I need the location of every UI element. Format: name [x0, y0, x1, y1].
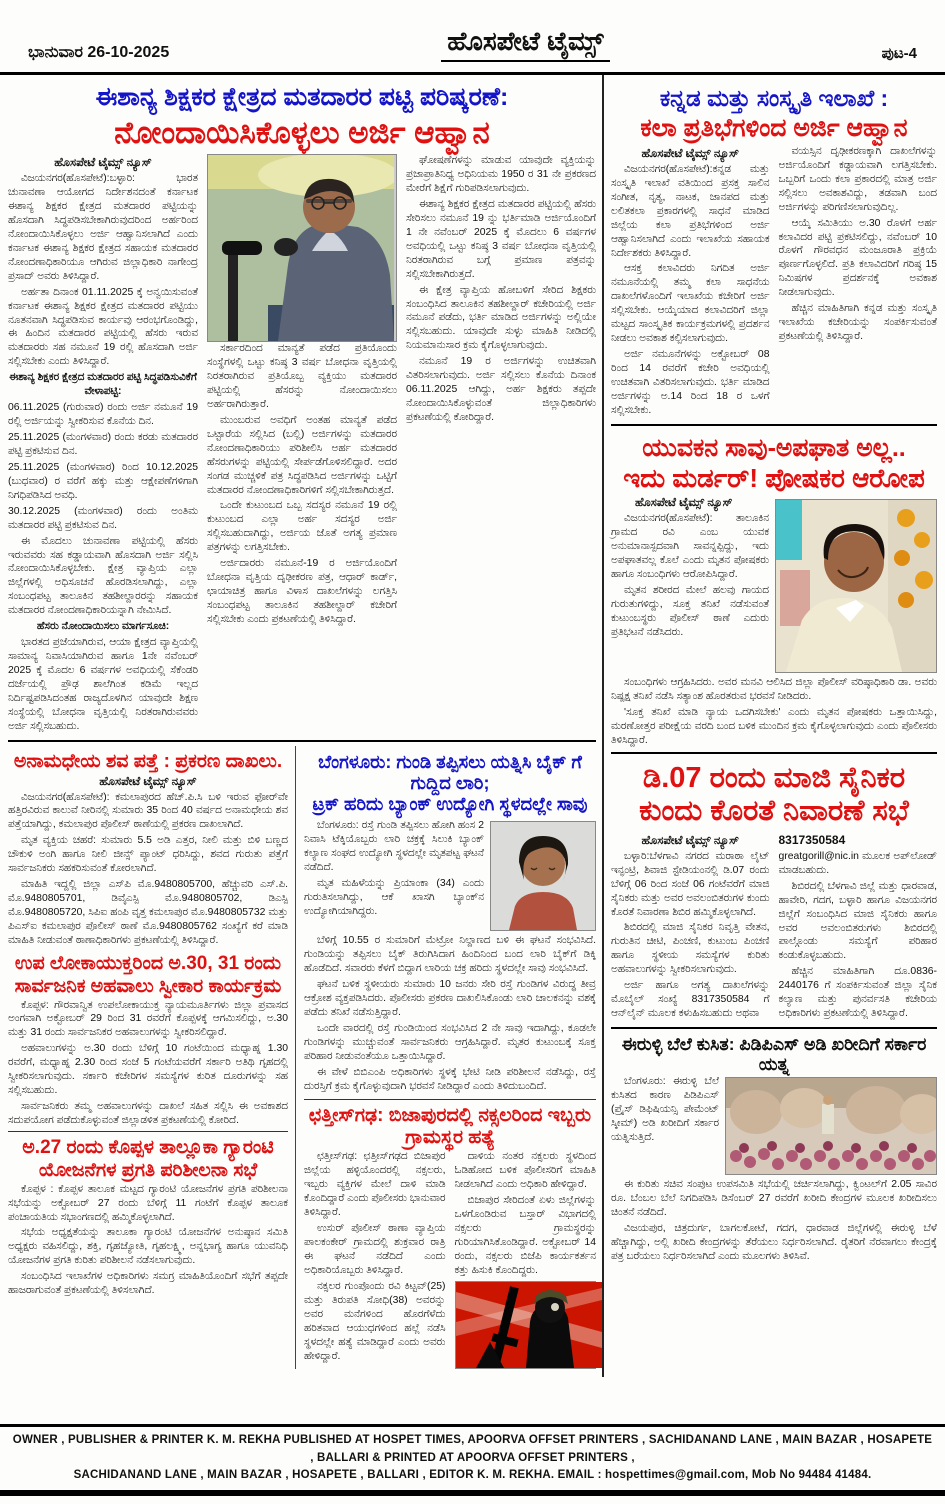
paragraph: ಒಂದೇ ಕುಟುಂಬದ ಒಬ್ಬ ಸದಸ್ಯರ ನಮೂನೆ 19 ರಲ್ಲಿ ಕುಟುಂಬದ ಎಲ್ಲಾ ಅರ್ಹ ಸದಸ್ಯರ ಅರ್ಜಿ ಸಲ್ಲಿಸಬಹುದಾಗಿದ್ದು, ಅರ್ಜಿಯ ಜೊತೆ ಅಗತ್ಯ ಪ್ರಮಾಣ ಪತ್ರಗಳನ್ನು ಲಗತ್ತಿಸಬೇಕು. [207, 500, 397, 554]
paragraph: ಬೆಂಗಳೂರು: ರಸ್ತೆ ಗುಂಡಿ ತಪ್ಪಿಸಲು ಹೋಗಿ ಹಂಸ 2 ನಿವಾಸಿ ಟೆಕ್ಕಿಯೊಬ್ಬರು ಲಾರಿ ಚಕ್ರಕ್ಕೆ ಸಿಲುಕಿ ಬ್ಯಾಂಕ್ ಕಲ್ಯಾಣ ಸಂಘದ ಉದ್ಯೋಗಿ ಸ್ಥಳದಲ್ಲೇ ಮೃತಪಟ್ಟ ಘಟನೆ ನಡೆದಿದೆ. [304, 820, 484, 874]
article-anonymous-corpse [8, 751, 288, 948]
paragraph: ವಿಜಯನಗರ(ಹೊಸಪೇಟೆ):ಕನ್ನಡ ಮತ್ತು ಸಂಸ್ಕೃತಿ ಇಲಾಖೆ ವತಿಯಿಂದ ಪ್ರಸಕ್ತ ಸಾಲಿನ ಸಂಗೀತ, ನೃತ್ಯ, ನಾಟಕ, ಜಾನಪದ ಮತ್ತು ಲಲಿತಕಲಾ ಪ್ರಕಾರಗಳಲ್ಲಿ ಸಾಧನೆ ಮಾಡಿದ ಜಿಲ್ಲೆಯ ಕಲಾ ಪ್ರತಿಭೆಗಳಿಂದ ಅರ್ಜಿ ಆಹ್ವಾನಿಸಲಾಗಿದೆ ಎಂದು ಇಲಾಖೆಯ ಸಹಾಯಕ ನಿರ್ದೇಶಕರು ತಿಳಿಸಿದ್ದಾರೆ. [611, 163, 770, 259]
naxal-col2 [455, 1150, 597, 1368]
paragraph: ಈ ಕ್ಷೇತ್ರ ವ್ಯಾಪ್ತಿಯ ಹೋಬಳಿಗೆ ಸೇರಿದ ಶಿಕ್ಷಕರು ಸಂಬಂಧಿಸಿದ ತಾಲೂಕಿನ ತಹಶೀಲ್ದಾರ್ ಕಚೇರಿಯಲ್ಲಿ ಅರ್ಜಿ ನಮೂನೆ ಪಡೆದು, ಭರ್ತಿ ಮಾಡಿದ ಅರ್ಜಿಗಳನ್ನು ಅಲ್ಲಿಯೇ ಸಲ್ಲಿಸಬಹುದು. ಯಾವುದೇ ಸುಳ್ಳು ಮಾಹಿತಿ ನೀಡಿದಲ್ಲಿ ನಿಯಮಾನುಸಾರ ಕ್ರಮ ಕೈಗೊಳ್ಳಲಾಗುವುದು. [406, 284, 596, 352]
paragraph: 25.11.2025 (ಮಂಗಳವಾರ) ರಿಂದ 10.12.2025 (ಬುಧವಾರ) ರ ವರೆಗೆ ಹಕ್ಕು ಮತ್ತು ಆಕ್ಷೇಪಣೆಗಳಿಗಾಗಿ ನಿಗಧಿಪಡಿಸಿದ ಅವಧಿ. [8, 461, 198, 501]
culture-col2 [779, 145, 938, 420]
article-onion-price [611, 1034, 937, 1266]
paragraph: ವಿಜಯನಗರ(ಹೊಸಪೇಟೆ): ಕಮಲಾಪುರದ ಹೆಚ್.ಪಿ.ಸಿ ಬಳಿ ಇರುವ ಫೋರ್‌ವೇ ಹತ್ತಿರವಿರುವ ಕಾಲುವೆ ನೀರಿನಲ್ಲಿ ಸುಮಾರು 35 ರಿಂದ 40 ವರ್ಷದ ಅನಾಮಧೇಯ ಶವ ಪತ್ತೆಯಾಗಿದ್ದು, ಕಮಲಾಪುರ ಪೊಲೀಸ್ ಠಾಣೆಯಲ್ಲಿ ಪ್ರಕರಣ ದಾಖಲಾಗಿದೆ. [8, 791, 288, 831]
lorry-rest-text [304, 934, 596, 1095]
paragraph: ಮೃತ ವ್ಯಕ್ತಿಯ ಚಹರೆ: ಸುಮಾರು 5.5 ಅಡಿ ಎತ್ತರ, ನೀಲಿ ಮತ್ತು ಬಿಳಿ ಬಣ್ಣದ ಚೌಕುಳಿ ಅಂಗಿ ಹಾಗೂ ನೀಲಿ ಜೀನ್ಸ್ ಪ್ಯಾಂಟ್ ಧರಿಸಿದ್ದು, ಶವದ ಗುರುತು ಪತ್ತೆಗೆ ಸಾರ್ವಜನಿಕರು ಸಹಕರಿಸುವಂತೆ ಕೋರಲಾಗಿದೆ. [8, 835, 288, 875]
paragraph: ಮೃತ ಮಹಿಳೆಯನ್ನು ಪ್ರಿಯಾಂಕಾ (34) ಎಂದು ಗುರುತಿಸಲಾಗಿದ್ದು, ಆಕೆ ಖಾಸಗಿ ಬ್ಯಾಂಕ್‌ನ ಉದ್ಯೋಗಿಯಾಗಿದ್ದರು. [304, 878, 484, 918]
paragraph: ಮೃತನ ಶರೀರದ ಮೇಲೆ ಹಲವು ಗಾಯದ ಗುರುತುಗಳಿದ್ದು, ಸೂಕ್ತ ತನಿಖೆ ನಡೆಸುವಂತೆ ಕುಟುಂಬಸ್ಥರು ಪೊಲೀಸ್ ಠಾಣೆ ಎದುರು ಪ್ರತಿಭಟನೆ ನಡೆಸಿದರು. [611, 585, 769, 638]
exservicemen-col1-text [611, 850, 770, 1021]
photo-victim-woman [490, 821, 596, 931]
lorry-headline-2: ಟ್ರಕ್ ಹರಿದು ಬ್ಯಾಂಕ್ ಉದ್ಯೋಗಿ ಸ್ಥಳದಲ್ಲೇ ಸಾವು [312, 794, 588, 815]
paragraph: ವಿಜಯನಗರ(ಹೊಸಪೇಟೆ):ಬಳ್ಳಾರಿ: ಭಾರತ ಚುನಾವಣಾ ಆಯೋಗದ ನಿರ್ದೇಶನದಂತೆ ಕರ್ನಾಟಕ ಈಶಾನ್ಯ ಶಿಕ್ಷಕರ ಕ್ಷೇತ್ರದ ಮತದಾರರ ಪಟ್ಟಿಯನ್ನು ಹೊಸದಾಗಿ ಸಿದ್ಧಪಡಿಸಬೇಕಾಗಿರುವುದರಿಂದ ಅರ್ಹರಿಂದ ನೋಂದಾಯಿಸಿಕೊಳ್ಳಲು ಅರ್ಜಿ ಆಹ್ವಾನಿಸಲಾಗಿದೆ ಎಂದು ಕರ್ನಾಟಕ ಈಶಾನ್ಯ ಶಿಕ್ಷಕರ ಕ್ಷೇತ್ರದ ಸಹಾಯಕ ಮತದಾರರ ನೋಂದಣಾಧಿಕಾರಿಯೂ ಆಗಿರುವ ಜಿಲ್ಲಾಧಿಕಾರಿ ನಾಗೇಂದ್ರ ಪ್ರಸಾದ್ ಅವರು ತಿಳಿಸಿದ್ದಾರೆ. [8, 173, 198, 282]
onion-body [611, 1075, 937, 1266]
exservicemen-col2 [779, 832, 938, 1023]
paragraph: ಅರ್ಜಿ ಹಾಗೂ ಅಗತ್ಯ ದಾಖಲೆಗಳನ್ನು ಮೊಬೈಲ್ ಸಂಖ್ಯೆ 8317350584 ಗೆ ಆನ್‌ಲೈನ್ ಮೂಲಕ ಕಳುಹಿಸಬಹುದು ಅಥವಾ [611, 980, 770, 1020]
paragraph: ಮುಂಬರುವ ಅವಧಿಗೆ ಅಂತಹ ಮಾನ್ಯತೆ ಪಡೆದ ಒಟ್ಟಾರೆಯ ಸಲ್ಲಿಸಿದ (ಬಲ್ಲಿ) ಅರ್ಜಿಗಳನ್ನು ಮತದಾರರ ನೋಂದಣಾಧಿಕಾರಿಯು ಪರಿಶೀಲಿಸಿ ಅರ್ಹ ಮತದಾರರ ಹೆಸರುಗಳನ್ನು ಪಟ್ಟಿಯಲ್ಲಿ ಸೇರ್ಪಡೆಗೊಳಿಸಲಿದ್ದಾರೆ. ಅದರ ಸಂಗಡ ಮುಚ್ಚಳಿಕೆ ಪತ್ರ ಸಿದ್ಧಪಡಿಸಿದ ಅರ್ಜಿಗಳನ್ನು ಒಟ್ಟಿಗೆ ಮತದಾರರ ನೋಂದಣಾಧಿಕಾರಿಗಳಿಗೆ ಸಲ್ಲಿಸಬೇಕಾಗಿರುತ್ತದೆ. [207, 414, 397, 496]
paragraph: ಆಯ್ಕೆ ಸಮಿತಿಯು ಅ.30 ರೊಳಗೆ ಅರ್ಹ ಕಲಾವಿದರ ಪಟ್ಟಿ ಪ್ರಕಟಿಸಲಿದ್ದು, ನವೆಂಬರ್ 10 ರೊಳಗೆ ಗೌರವಧನ ಮಂಜೂರಾತಿ ಪ್ರಕ್ರಿಯೆ ಪೂರ್ಣಗೊಳ್ಳಲಿದೆ. ಪ್ರತಿ ಕಲಾವಿದರಿಗೆ ಗರಿಷ್ಠ 15 ನಿಮಿಷಗಳ ಪ್ರದರ್ಶನಕ್ಕೆ ಅವಕಾಶ ನೀಡಲಾಗುವುದು. [778, 217, 937, 299]
imprint-line-1: OWNER , PUBLISHER & PRINTER K. M. REKHA PUBLISHED AT HOSPET TIMES, APOORVA OFFSET PRINTERS , SACHIDANAND LANE , MAIN BAZAR , HOSAPETE , BALLARI & PRINTED AT APOORVA OFFSET PRINTERS , [12, 1434, 933, 1464]
paragraph: greatgorill@nic.in ಮೂಲಕ ಅಪ್‌ಲೋಡ್ ಮಾಡಬಹುದು. [778, 850, 937, 876]
voters-column-3 [406, 154, 596, 736]
voters-col2-text [207, 342, 397, 627]
section-divider [611, 1027, 937, 1029]
paragraph: 'ಸೂಕ್ತ ತನಿಖೆ ಮಾಡಿ ನ್ಯಾಯ ಒದಗಿಸಬೇಕು' ಎಂದು ಮೃತನ ಪೋಷಕರು ಒತ್ತಾಯಿಸಿದ್ದು, ಮರಣೋತ್ತರ ಪರೀಕ್ಷೆಯ ವರದಿ ಬಂದ ಬಳಿಕ ಮುಂದಿನ ಕ್ರಮ ಕೈಗೊಳ್ಳಲಾಗುವುದು ಎಂದು ಪೊಲೀಸರು ತಿಳಿಸಿದ್ದಾರೆ. [611, 707, 937, 747]
article-culture-dept [611, 85, 937, 420]
section-divider [611, 752, 937, 754]
photo-naxal-illustration [455, 1281, 597, 1369]
onion-rest-text [611, 1178, 937, 1266]
paragraph: ಸಂಬಂಧಿಸಿದ ಇಲಾಖೆಗಳ ಅಧಿಕಾರಿಗಳು ಸಮಗ್ರ ಮಾಹಿತಿಯೊಂದಿಗೆ ಸಭೆಗೆ ತಪ್ಪದೇ ಹಾಜರಾಗುವಂತೆ ಪ್ರಕಟಣೆಯಲ್ಲಿ ತಿಳಿಸಲಾಗಿದೆ. [8, 1271, 288, 1297]
main-content [0, 75, 945, 1377]
paragraph: 25.11.2025 (ಮಂಗಳವಾರ) ರಂದು ಕರಡು ಮತದಾರರ ಪಟ್ಟಿ ಪ್ರಕಟಿಸುವ ದಿನ. [8, 432, 198, 457]
exservicemen-col1 [611, 832, 770, 1023]
paragraph: ಬೆಳಿಗ್ಗೆ 10.55 ರ ಸುಮಾರಿಗೆ ಮೆಟ್ರೋ ನಿಲ್ದಾಣದ ಬಳಿ ಈ ಘಟನೆ ಸಂಭವಿಸಿದೆ. ಗುಂಡಿಯನ್ನು ತಪ್ಪಿಸಲು ಬೈಕ್ ತಿರುಗಿಸಿದಾಗ ಹಿಂದಿನಿಂದ ಬಂದ ಲಾರಿ ಬೈಕ್‌ಗೆ ಡಿಕ್ಕಿ ಹೊಡೆದಿದೆ. ಸವಾರರು ಕೆಳಗೆ ಬಿದ್ದಾಗ ಲಾರಿಯ ಚಕ್ರ ಹರಿದು ಸ್ಥಳದಲ್ಲೇ ಸಾವು ಸಂಭವಿಸಿದೆ. [304, 935, 596, 975]
paragraph: ವಿಜಯನಗರ(ಹೊಸಪೇಟೆ): ತಾಲೂಕಿನ ಗ್ರಾಮದ ರವಿ ಎಂಬ ಯುವಕ ಅನುಮಾನಾಸ್ಪದವಾಗಿ ಸಾವನ್ನಪ್ಪಿದ್ದು, ಇದು ಅಪಘಾತವಲ್ಲ ಕೊಲೆ ಎಂದು ಮೃತನ ಪೋಷಕರು ಹಾಗೂ ಸಂಬಂಧಿಗಳು ಆರೋಪಿಸಿದ್ದಾರೆ. [611, 513, 769, 581]
paragraph: ಶಿಬಿರದಲ್ಲಿ ಮಾಜಿ ಸೈನಿಕರ ನಿವೃತ್ತಿ ವೇತನ, ಗುರುತಿನ ಚೀಟಿ, ಪಿಂಚಣಿ, ಕುಟುಂಬ ಪಿಂಚಣಿ ಹಾಗೂ ಸ್ಥಳೀಯ ಸಮಸ್ಯೆಗಳ ಕುರಿತು ಅಹವಾಲುಗಳನ್ನು ಸ್ವೀಕರಿಸಲಾಗುವುದು. [611, 922, 770, 976]
paragraph: ದಾಳಿಯ ನಂತರ ನಕ್ಸಲರು ಸ್ಥಳದಿಂದ ಓಡಿಹೋದ ಬಳಿಕ ಪೊಲೀಸರಿಗೆ ಮಾಹಿತಿ ನೀಡಲಾಗಿದೆ ಎಂದು ಅಧಿಕಾರಿ ಹೇಳಿದ್ದಾರೆ. [454, 1151, 596, 1191]
culture-headline-1: ಕನ್ನಡ ಮತ್ತು ಸಂಸ್ಕೃತಿ ಇಲಾಖೆ : [659, 85, 889, 111]
paragraph: ಈ ಮೊದಲು ಚುನಾವಣಾ ಪಟ್ಟಿಯಲ್ಲಿ ಹೆಸರು ಇರುವವರು ಸಹ ಕಡ್ಡಾಯವಾಗಿ ಹೊಸದಾಗಿ ಅರ್ಜಿ ಸಲ್ಲಿಸಿ ನೋಂದಾಯಿಸಿಕೊಳ್ಳಬೇಕು. ಕ್ಷೇತ್ರ ವ್ಯಾಪ್ತಿಯ ಎಲ್ಲಾ ಜಿಲ್ಲೆಗಳಲ್ಲಿ ಅಧಿಸೂಚನೆ ಹೊರಡಿಸಲಾಗಿದ್ದು, ಎಲ್ಲಾ ಸಂಬಂಧಪಟ್ಟ ತಾಲೂಕಿನ ತಹಶೀಲ್ದಾರರನ್ನು ಸಹಾಯಕ ಮತದಾರರ ನೋಂದಣಾಧಿಕಾರಿಯನ್ನಾಗಿ ನೇಮಿಸಿದೆ. [8, 535, 198, 617]
photo-onion-market [725, 1077, 937, 1175]
paragraph: ಬಳ್ಳಾರಿ:ಬೆಳಗಾವಿ ನಗರದ ಮರಾಠಾ ಲೈಟ್ ಇನ್ಫಂಟ್ರಿ, ಶಿವಾಜಿ ಸ್ಟೇಡಿಯಂನಲ್ಲಿ ಡಿ.07 ರಂದು ಬೆಳಿಗ್ಗೆ 06 ರಿಂದ ಸಂಜೆ 06 ಗಂಟೆವರೆಗೆ ಮಾಜಿ ಸೈನಿಕರು ಮತ್ತು ಅವರ ಅವಲಂಬಿತರುಗಳ ಕುಂದು ಕೊರತೆ ನಿವಾರಣಾ ಶಿಬಿರ ಹಮ್ಮಿಕೊಳ್ಳಲಾಗಿದೆ. [611, 850, 770, 918]
paragraph: ಭಾರತದ ಪ್ರಜೆಯಾಗಿರುವ, ಆಯಾ ಕ್ಷೇತ್ರದ ವ್ಯಾಪ್ತಿಯಲ್ಲಿ ಸಾಮಾನ್ಯ ನಿವಾಸಿಯಾಗಿರುವ ಹಾಗೂ 1ನೇ ನವೆಂಬರ್ 2025 ಕ್ಕೆ ಮೊದಲ 6 ವರ್ಷಗಳ ಅವಧಿಯಲ್ಲಿ ಸೆಕೆಂಡರಿ ದರ್ಜೆಯಲ್ಲಿ ಪ್ರೌಢ ಶಾಲೆಗಿಂತ ಕಡಿಮೆ ಇಲ್ಲದ ನಿರ್ದಿಷ್ಟಪಡಿಸಿದಂತಹ ರಾಜ್ಯದೊಳಗಿನ ಯಾವುದೇ ಶಿಕ್ಷಣ ಸಂಸ್ಥೆಯಲ್ಲಿ ಬೋಧನಾ ವೃತ್ತಿಯಲ್ಲಿ ನಿರತರಾಗಿರುವವರು ಅರ್ಜಿ ಸಲ್ಲಿಸಬಹುದು. [8, 637, 198, 732]
paragraph: ಈ ಕುರಿತು ಸಚಿವ ಸಂಪುಟ ಉಪಸಮಿತಿ ಸಭೆಯಲ್ಲಿ ಚರ್ಚಿಸಲಾಗಿದ್ದು, ಕ್ವಿಂಟಲ್‌ಗೆ 2.05 ಸಾವಿರ ರೂ. ಬೆಂಬಲ ಬೆಲೆ ನಿಗದಿಪಡಿಸಿ ಡಿಸೆಂಬರ್ 27 ರವರೆಗೆ ಖರೀದಿ ಕೇಂದ್ರಗಳ ಮೂಲಕ ಖರೀದಿಸಲು ಚಿಂತನೆ ನಡೆದಿದೆ. [611, 1179, 937, 1219]
article-koppal-meeting [8, 1137, 288, 1298]
article-lokayukta [8, 953, 288, 1128]
article-body-columns [8, 154, 596, 736]
section-divider [611, 424, 937, 426]
photo-deceased-youth [775, 499, 937, 673]
murder-body [611, 497, 937, 748]
article-exservicemen-camp [611, 762, 937, 1023]
article-divider [304, 1099, 596, 1100]
koppal-headline-1: ಅ.27 ರಂದು ಕೊಪ್ಪಳ ತಾಲ್ಲೂಕಾ ಗ್ಯಾರಂಟಿ [22, 1136, 274, 1158]
paragraph: 06.11.2025 (ಗುರುವಾರ) ರಂದು ಅರ್ಜಿ ನಮೂನೆ 19 ರಲ್ಲಿ ಅರ್ಜಿಯನ್ನು ಸ್ವೀಕರಿಸುವ ಕೊನೆಯ ದಿನ. [8, 402, 198, 428]
koppal-text [8, 1183, 288, 1299]
exservicemen-headline-1: ಡಿ.07 ರಂದು ಮಾಜಿ ಸೈನಿಕರ [642, 762, 906, 795]
byline: ಹೊಸಪೇಟೆ ಟೈಮ್ಸ್ ನ್ಯೂಸ್ [641, 834, 739, 847]
paragraph: ಈಶಾನ್ಯ ಶಿಕ್ಷಕರ ಕ್ಷೇತ್ರದ ಮತದಾರರ ಪಟ್ಟಿ ಸಿದ್ಧಪಡಿಸುವಿಕೆಗೆ ವೇಳಾಪಟ್ಟಿ: [9, 372, 197, 398]
paragraph: ಕೊಪ್ಪಳ : ಕೊಪ್ಪಳ ತಾಲೂಕ ಮಟ್ಟದ ಗ್ಯಾರಂಟಿ ಯೋಜನೆಗಳ ಪ್ರಗತಿ ಪರಿಶೀಲನಾ ಸಭೆಯನ್ನು ಅಕ್ಟೋಬರ್ 27 ರಂದು ಬೆಳಿಗ್ಗೆ 11 ಗಂಟೆಗೆ ಕೊಪ್ಪಳ ತಾಲೂಕ ಪಂಚಾಯತಿಯ ಸಭಾಂಗಣದಲ್ಲಿ ಹಮ್ಮಿಕೊಳ್ಳಲಾಗಿದೆ. [8, 1183, 288, 1223]
paragraph: ಒಂದೇ ವಾರದಲ್ಲಿ ರಸ್ತೆ ಗುಂಡಿಯಿಂದ ಸಂಭವಿಸಿದ 2 ನೇ ಸಾವು ಇದಾಗಿದ್ದು, ಕೂಡಲೇ ಗುಂಡಿಗಳನ್ನು ಮುಚ್ಚುವಂತೆ ಸಾರ್ವಜನಿಕರು ಆಗ್ರಹಿಸಿದ್ದಾರೆ. ಮೃತರ ಕುಟುಂಬಕ್ಕೆ ಸೂಕ್ತ ಪರಿಹಾರ ನೀಡುವಂತೆಯೂ ಒತ್ತಾಯಿಸಿದ್ದಾರೆ. [304, 1023, 596, 1062]
photo-official-speaking [207, 154, 397, 342]
murder-headline-2: ಇದು ಮರ್ಡರ್! ಪೋಷಕರ ಆರೋಪ [623, 462, 925, 493]
imprint-footer [0, 1424, 945, 1496]
lorry-rest-columns [304, 934, 596, 1095]
paragraph: ಛತ್ತೀಸ್‌ಗಢ: ಛತ್ತೀಸ್‌ಗಢದ ಬಿಜಾಪುರ ಜಿಲ್ಲೆಯ ಹಳ್ಳಿಯೊಂದರಲ್ಲಿ ನಕ್ಸಲರು, ಇಬ್ಬರು ವ್ಯಕ್ತಿಗಳ ಮೇಲೆ ದಾಳಿ ಮಾಡಿ ಕೊಂದಿದ್ದಾರೆ ಎಂದು ಪೊಲೀಸರು ಭಾನುವಾರ ತಿಳಿಸಿದ್ದಾರೆ. [304, 1151, 446, 1219]
paragraph: ಸಾರ್ವಜನಿಕರು ತಮ್ಮ ಅಹವಾಲುಗಳನ್ನು ದಾಖಲೆ ಸಹಿತ ಸಲ್ಲಿಸಿ ಈ ಅವಕಾಶದ ಸದುಪಯೋಗ ಪಡೆದುಕೊಳ್ಳುವಂತೆ ಜಿಲ್ಲಾಡಳಿತ ಪ್ರಕಟಣೆಯಲ್ಲಿ ಕೋರಿದೆ. [8, 1101, 288, 1127]
paragraph: ಅರ್ಜಿ ನಮೂನೆಗಳನ್ನು ಅಕ್ಟೋಬರ್ 08 ರಿಂದ 14 ರವರೆಗೆ ಕಚೇರಿ ಅವಧಿಯಲ್ಲಿ ಉಚಿತವಾಗಿ ವಿತರಿಸಲಾಗುವುದು. ಭರ್ತಿ ಮಾಡಿದ ಅರ್ಜಿಗಳನ್ನು ಅ.14 ರಿಂದ 18 ರ ಒಳಗೆ ಸಲ್ಲಿಸಬೇಕು. [611, 349, 770, 416]
page-number: ಪುಟ-4 [881, 45, 917, 62]
byline: ಹೊಸಪೇಟೆ ಟೈಮ್ಸ್ ನ್ಯೂಸ್ [641, 147, 739, 160]
lower-left-column [8, 746, 296, 1369]
onion-headline: ಈರುಳ್ಳಿ ಬೆಲೆ ಕುಸಿತ: ಪಿಡಿಪಿಎಸ್ ಅಡಿ ಖರೀದಿಗೆ ಸರ್ಕಾರ ಯತ್ನ [621, 1034, 927, 1075]
paragraph: ವಯಸ್ಸಿನ ದೃಢೀಕರಣಕ್ಕಾಗಿ ದಾಖಲೆಗಳನ್ನು ಅರ್ಜಿಯೊಂದಿಗೆ ಕಡ್ಡಾಯವಾಗಿ ಲಗತ್ತಿಸಬೇಕು. ಒಬ್ಬರಿಗೆ ಒಂದು ಕಲಾ ಪ್ರಕಾರದಲ್ಲಿ ಮಾತ್ರ ಅರ್ಜಿ ಸಲ್ಲಿಸಲು ಅವಕಾಶವಿದ್ದು, ತಡವಾಗಿ ಬಂದ ಅರ್ಜಿಗಳನ್ನು ಪರಿಗಣಿಸಲಾಗುವುದಿಲ್ಲ. [778, 145, 937, 213]
voters-column-2 [207, 154, 397, 736]
paragraph: ಈ ವೇಳೆ ಬಿಬಿಎಂಪಿ ಅಧಿಕಾರಿಗಳು ಸ್ಥಳಕ್ಕೆ ಭೇಟಿ ನೀಡಿ ಪರಿಶೀಲನೆ ನಡೆಸಿದ್ದು, ರಸ್ತೆ ದುರಸ್ತಿಗೆ ಕ್ರಮ ಕೈಗೊಳ್ಳುವುದಾಗಿ ಭರವಸೆ ನೀಡಿದ್ದಾರೆ ಎಂದು ತಿಳಿದುಬಂದಿದೆ. [304, 1066, 596, 1092]
paragraph: ನಕ್ಸಲರ ಗುಂಪೊಂದು ರವಿ ಕಿಟ್ಟವ್(25) ಮತ್ತು ತಿರುಪತಿ ಸೋಧಿ(38) ಅವರನ್ನು ಅವರ ಮನೆಗಳಿಂದ ಹೊರಗೆಳೆದು ಹರಿತವಾದ ಆಯುಧಗಳಿಂದ ಹಲ್ಲೆ ನಡೆಸಿ ಸ್ಥಳದಲ್ಲೇ ಹತ್ಯೆ ಮಾಡಿದ್ದಾರೆ ಎಂದು ಅವರು ಹೇಳಿದ್ದಾರೆ. [304, 1280, 446, 1362]
corpse-headline: ಅನಾಮಧೇಯ ಶವ ಪತ್ತೆ : ಪ್ರಕರಣ ದಾಖಲು. [13, 750, 283, 772]
paragraph: ಅಹವಾಲುಗಳನ್ನು ಅ.30 ರಂದು ಬೆಳಿಗ್ಗೆ 10 ಗಂಟೆಯಿಂದ ಮಧ್ಯಾಹ್ನ 1.30 ರವರೆಗೆ, ಮಧ್ಯಾಹ್ನ 2.30 ರಿಂದ ಸಂಜೆ 5 ಗಂಟೆಯವರೆಗೆ ಸರ್ಕಾರಿ ಅತಿಥಿ ಗೃಹದಲ್ಲಿ ಸ್ವೀಕರಿಸಲಾಗುವುದು. ಸರ್ಕಾರಿ ಕಚೇರಿಗಳ ಸಮಸ್ಯೆಗಳ ಕುರಿತ ದೂರುಗಳನ್ನು ಸಹ ಸಲ್ಲಿಸಬಹುದು. [8, 1043, 288, 1097]
culture-columns [611, 145, 937, 420]
article-headline-kicker: ಈಶಾನ್ಯ ಶಿಕ್ಷಕರ ಕ್ಷೇತ್ರದ ಮತದಾರರ ಪಟ್ಟಿ ಪರಿಷ್ಕರಣೆ: [95, 83, 509, 111]
paragraph: ಹೆಸರು ನೋಂದಾಯಿಸಲು ಮಾರ್ಗಸೂಚಿ: [36, 621, 170, 633]
paragraph: ಆಸಕ್ತ ಕಲಾವಿದರು ನಿಗದಿತ ಅರ್ಜಿ ನಮೂನೆಯಲ್ಲಿ ತಮ್ಮ ಕಲಾ ಸಾಧನೆಯ ದಾಖಲೆಗಳೊಂದಿಗೆ ಇಲಾಖೆಯ ಕಚೇರಿಗೆ ಅರ್ಜಿ ಸಲ್ಲಿಸಬೇಕು. ಆಯ್ಕೆಯಾದ ಕಲಾವಿದರಿಗೆ ಜಿಲ್ಲಾ ಮಟ್ಟದ ಸಾಂಸ್ಕೃತಿಕ ಕಾರ್ಯಕ್ರಮಗಳಲ್ಲಿ ಪ್ರದರ್ಶನ ನೀಡಲು ಅವಕಾಶ ಕಲ್ಪಿಸಲಾಗುವುದು. [611, 263, 770, 345]
masthead-title: ಹೊಸಪೇಟೆ ಟೈಮ್ಸ್ [441, 26, 609, 62]
lorry-body [304, 819, 596, 1095]
paragraph: ಬೆಂಗಳೂರು: ಈರುಳ್ಳಿ ಬೆಲೆ ಕುಸಿತದ ಕಾರಣ ಪಿಡಿಪಿಎಸ್ (ಪ್ರೈಸ್ ಡಿಫಿಷಿಯನ್ಸಿ ಪೇಮೆಂಟ್ ಸ್ಕೀಮ್) ಅಡಿ ಖರೀದಿಗೆ ಸರ್ಕಾರ ಯತ್ನಿಸುತ್ತಿದೆ. [611, 1076, 719, 1144]
paragraph: ಮಾಹಿತಿ ಇದ್ದಲ್ಲಿ ಜಿಲ್ಲಾ ಎಸ್‌ಪಿ ಮೊ.9480805700, ಹೆಚ್ಚುವರಿ ಎಸ್.ಪಿ. ಮೊ.9480805701, ಡಿವೈಎಸ್ಪಿ ಮೊ.9480805702, ಡಿಎಸ್ಪಿ ಮೊ.9480805720, ಸಿಪಿಐ ಹಂಪಿ ವೃತ್ತ ಕಮಲಾಪುರ ಮೊ.9480805732 ಮತ್ತು ಪಿಎಸ್ಐ ಕಮಲಾಪುರ ಪೊಲೀಸ್ ಠಾಣೆ ಮೊ.9480805762 ಸಂಖ್ಯೆಗೆ ಕರೆ ಮಾಡಿ ಮಾಹಿತಿ ನೀಡುವಂತೆ ಠಾಣಾಧಿಕಾರಿಗಳು ಪ್ರಕಟಣೆಯಲ್ಲಿ ತಿಳಿಸಿದ್ದಾರೆ. [8, 879, 288, 946]
lower-centre-column [296, 746, 596, 1369]
paragraph: ಘಟನೆ ಬಳಿಕ ಸ್ಥಳೀಯರು ಸುಮಾರು 10 ಜನರು ಸೇರಿ ರಸ್ತೆ ಗುಂಡಿಗಳ ವಿರುದ್ಧ ತೀವ್ರ ಆಕ್ರೋಶ ವ್ಯಕ್ತಪಡಿಸಿದರು. ಪೊಲೀಸರು ಪ್ರಕರಣ ದಾಖಲಿಸಿಕೊಂಡು ಲಾರಿ ಚಾಲಕನನ್ನು ವಶಕ್ಕೆ ಪಡೆದು ತನಿಖೆ ನಡೆಸುತ್ತಿದ್ದಾರೆ. [304, 979, 596, 1019]
paragraph: ಉಸುರ್ ಪೊಲೀಸ್ ಠಾಣಾ ವ್ಯಾಪ್ತಿಯ ಪಾಲಕಂಕೇರ್ ಗ್ರಾಮದಲ್ಲಿ ಶುಕ್ರವಾರ ರಾತ್ರಿ ಈ ಘಟನೆ ನಡೆದಿದೆ ಎಂದು ಅಧಿಕಾರಿಯೊಬ್ಬರು ತಿಳಿಸಿದ್ದಾರೆ. [304, 1223, 446, 1276]
koppal-headline-2: ಯೋಜನೆಗಳ ಪ್ರಗತಿ ಪರಿಶೀಲನಾ ಸಭೆ [38, 1159, 258, 1181]
naxal-columns [304, 1150, 596, 1368]
paragraph: ಘೋಷಣೆಗಳನ್ನು ಮಾಡುವ ಯಾವುದೇ ವ್ಯಕ್ತಿಯನ್ನು ಪ್ರಜಾಪ್ರಾತಿನಿಧ್ಯ ಅಧಿನಿಯಮ 1950 ರ 31 ನೇ ಪ್ರಕರಣದ ಮೇರೆಗೆ ಶಿಕ್ಷೆಗೆ ಗುರಿಪಡಿಸಲಾಗುವುದು. [406, 155, 596, 195]
article-voters-list [8, 83, 596, 736]
left-section [0, 75, 604, 1377]
naxal-col2-text [455, 1150, 597, 1277]
voters-column-1 [8, 154, 198, 736]
page-header [0, 0, 945, 66]
right-section [604, 75, 945, 1377]
byline: ಹೊಸಪೇಟೆ ಟೈಮ್ಸ್ ನ್ಯೂಸ್ [635, 497, 733, 510]
paragraph: ಈಶಾನ್ಯ ಶಿಕ್ಷಕರ ಕ್ಷೇತ್ರದ ಮತದಾರರ ಪಟ್ಟಿಯಲ್ಲಿ ಹೆಸರು ಸೇರಿಸಲು ನಮೂನೆ 19 ನ್ನು ಭರ್ತಿಮಾಡಿ ಅರ್ಜಿಯೊಂದಿಗೆ 1 ನೇ ನವೆಂಬರ್ 2025 ಕ್ಕೆ ಮೊದಲು 6 ವರ್ಷಗಳ ಅವಧಿಯಲ್ಲಿ ಒಟ್ಟು ಕನಿಷ್ಠ 3 ವರ್ಷ ಬೋಧನಾ ವೃತ್ತಿಯಲ್ಲಿ ನಿರತರಾಗಿರುವ ಬಗ್ಗೆ ಪ್ರಮಾಣ ಪತ್ರವನ್ನು ಸಲ್ಲಿಸಬೇಕಾಗಿರುತ್ತದೆ. [406, 198, 596, 280]
culture-col1-text [611, 163, 770, 418]
paragraph: ವಿಜಯಪುರ, ಚಿತ್ರದುರ್ಗ, ಬಾಗಲಕೋಟೆ, ಗದಗ, ಧಾರವಾಡ ಜಿಲ್ಲೆಗಳಲ್ಲಿ ಈರುಳ್ಳಿ ಬೆಳೆ ಹೆಚ್ಚಾಗಿದ್ದು, ಅಲ್ಲಿ ಖರೀದಿ ಕೇಂದ್ರಗಳನ್ನು ತೆರೆಯಲು ನಿರ್ಧರಿಸಲಾಗಿದೆ. ರೈತರಿಗೆ ನೆರವಾಗಲು ಕೇಂದ್ರಕ್ಕೆ ಪತ್ರ ಬರೆಯಲು ನಿರ್ಧರಿಸಲಾಗಿದೆ ಎಂದು ಮೂಲಗಳು ತಿಳಿಸಿವೆ. [611, 1223, 937, 1263]
lokayukta-headline-1: ಉಪ ಲೋಕಾಯುಕ್ತರಿಂದ ಅ.30, 31 ರಂದು [14, 952, 282, 974]
contact-phone: 8317350584 [778, 832, 846, 847]
paragraph: ಬಿಜಾಪುರ ಸೇರಿದಂತೆ ಏಳು ಜಿಲ್ಲೆಗಳನ್ನು ಒಳಗೊಂಡಿರುವ ಬಸ್ತಾರ್ ವಿಭಾಗದಲ್ಲಿ ನಕ್ಸಲರು ಗ್ರಾಮಸ್ಥರನ್ನು ಗುರಿಯಾಗಿಸಿಕೊಂಡಿದ್ದಾರೆ. ಅಕ್ಟೋಬರ್ 14 ರಂದು, ನಕ್ಸಲರು ಬಿಜೆಪಿ ಕಾರ್ಯಕರ್ತನ ಕತ್ತು ಹಿಸುಕಿ ಕೊಂದಿದ್ದರು. [454, 1195, 596, 1276]
culture-col1 [611, 145, 770, 420]
article-headline-main: ನೋಂದಾಯಿಸಿಕೊಳ್ಳಲು ಅರ್ಜಿ ಆಹ್ವಾನ [114, 114, 490, 150]
murder-headline-1: ಯುವಕನ ಸಾವು-ಅಪಘಾತ ಅಲ್ಲ.. [642, 433, 906, 462]
edition-date: ಭಾನುವಾರ 26-10-2025 [28, 44, 170, 61]
murder-rest-text [611, 676, 937, 748]
article-lorry-accident [304, 752, 596, 1096]
paragraph: ಹೆಚ್ಚಿನ ಮಾಹಿತಿಗಾಗಿ ದೂ.0836-2440176 ಗೆ ಸಂಪರ್ಕಿಸುವಂತೆ ಜಿಲ್ಲಾ ಸೈನಿಕ ಕಲ್ಯಾಣ ಮತ್ತು ಪುನರ್ವಸತಿ ಕಚೇರಿಯ ಅಧಿಕಾರಿಗಳು ಪ್ರಕಟಣೆಯಲ್ಲಿ ತಿಳಿಸಿದ್ದಾರೆ. [778, 966, 937, 1020]
culture-headline-2: ಕಲಾ ಪ್ರತಿಭೆಗಳಿಂದ ಅರ್ಜಿ ಆಹ್ವಾನ [640, 114, 908, 143]
paragraph: ಶಿಬಿರದಲ್ಲಿ ಬೆಳಗಾವಿ ಜಿಲ್ಲೆ ಮತ್ತು ಧಾರವಾಡ, ಹಾವೇರಿ, ಗದಗ, ಬಳ್ಳಾರಿ ಹಾಗೂ ವಿಜಯನಗರ ಜಿಲ್ಲೆಗೆ ಸಂಬಂಧಿಸಿದ ಮಾಜಿ ಸೈನಿಕರು ಹಾಗೂ ಅವರ ಅವಲಂಬಿತರುಗಳು ಶಿಬಿರದಲ್ಲಿ ಪಾಲ್ಗೊಂಡು ಸಮಸ್ಯೆಗೆ ಪರಿಹಾರ ಕಂಡುಕೊಳ್ಳಬಹುದು. [778, 880, 937, 962]
section-divider [8, 740, 596, 742]
paragraph: ಕೊಪ್ಪಳ: ಗೌರವಾನ್ವಿತ ಉಪಲೋಕಾಯುಕ್ತ ನ್ಯಾಯಮೂರ್ತಿಗಳು ಜಿಲ್ಲಾ ಪ್ರವಾಸದ ಅಂಗವಾಗಿ ಅಕ್ಟೋಬರ್ 29 ರಿಂದ 31 ರವರೆಗೆ ಕೊಪ್ಪಳಕ್ಕೆ ಆಗಮಿಸಲಿದ್ದು, ಅ.30 ಮತ್ತು 31 ರಂದು ಸಾರ್ವಜನಿಕರ ಅಹವಾಲುಗಳನ್ನು ಸ್ವೀಕರಿಸಲಿದ್ದಾರೆ. [8, 999, 288, 1039]
article-divider [8, 1131, 288, 1132]
lorry-headline-1: ಬೆಂಗಳೂರು: ಗುಂಡಿ ತಪ್ಪಿಸಲು ಯತ್ನಿಸಿ ಬೈಕ್ ಗೆ ಗುದ್ದಿದ ಲಾರಿ; [318, 751, 582, 793]
article-naxal-killing [304, 1105, 596, 1369]
paragraph: ಸರ್ಕಾರದಿಂದ ಮಾನ್ಯತೆ ಪಡೆದ ಪ್ರತಿಯೊಂದು ಸಂಸ್ಥೆಗಳಲ್ಲಿ ಒಟ್ಟು ಕನಿಷ್ಠ 3 ವರ್ಷ ಬೋಧನಾ ವೃತ್ತಿಯಲ್ಲಿ ನಿರತರಾಗಿರುವ ಪ್ರತಿಯೊಬ್ಬ ವ್ಯಕ್ತಿಯು ಮತದಾರರ ಪಟ್ಟಿಯಲ್ಲಿ ಹೆಸರನ್ನು ನೋಂದಾಯಿಸಲು ಅರ್ಹರಾಗಿರುತ್ತಾರೆ. [207, 343, 397, 410]
culture-col2-text [779, 145, 938, 344]
paragraph: ನಮೂನೆ 19 ರ ಅರ್ಜಿಗಳನ್ನು ಉಚಿತವಾಗಿ ವಿತರಿಸಲಾಗುವುದು. ಅರ್ಜಿ ಸಲ್ಲಿಸಲು ಕೊನೆಯ ದಿನಾಂಕ 06.11.2025 ಆಗಿದ್ದು, ಅರ್ಹ ಶಿಕ್ಷಕರು ತಪ್ಪದೇ ನೋಂದಾಯಿಸಿಕೊಳ್ಳುವಂತೆ ಜಿಲ್ಲಾಧಿಕಾರಿಗಳು ಪ್ರಕಟಣೆಯಲ್ಲಿ ಕೋರಿದ್ದಾರೆ. [406, 356, 596, 424]
paragraph: ಅರ್ಹತಾ ದಿನಾಂಕ 01.11.2025 ಕ್ಕೆ ಅನ್ವಯಿಸುವಂತೆ ಕರ್ನಾಟಕ ಈಶಾನ್ಯ ಶಿಕ್ಷಕರ ಕ್ಷೇತ್ರದ ಮತದಾರರ ಪಟ್ಟಿಯು ನೂತನವಾಗಿ ಸಿದ್ಧಪಡಿಸುವ ಕಾರ್ಯವು ಆರಂಭಗೊಂಡಿದ್ದು, ಈ ಹಿಂದಿನ ಮತದಾರರ ಪಟ್ಟಿಯಲ್ಲಿ ಹೆಸರು ಇರುವ ಮತದಾರರು ಸಹ ನಮೂನೆ 19 ರಲ್ಲಿ ಹೊಸದಾಗಿ ಅರ್ಜಿ ಸಲ್ಲಿಸಬೇಕು ಎಂದು ತಿಳಿಸಿದ್ದಾರೆ. [8, 286, 198, 368]
naxal-headline: ಛತ್ತೀಸ್‌ಗಢ: ಬಿಜಾಪುರದಲ್ಲಿ ನಕ್ಸಲರಿಂದ ಇಬ್ಬರು ಗ್ರಾಮಸ್ಥರ ಹತ್ಯೆ [308, 1104, 592, 1148]
lokayukta-headline-2: ಸಾರ್ವಜನಿಕ ಅಹವಾಲು ಸ್ವೀಕಾರ ಕಾರ್ಯಕ್ರಮ [14, 975, 282, 997]
paragraph: ಹೆಚ್ಚಿನ ಮಾಹಿತಿಗಾಗಿ ಕನ್ನಡ ಮತ್ತು ಸಂಸ್ಕೃತಿ ಇಲಾಖೆಯ ಕಚೇರಿಯನ್ನು ಸಂಪರ್ಕಿಸುವಂತೆ ಪ್ರಕಟಣೆಯಲ್ಲಿ ತಿಳಿಸಿದ್ದಾರೆ. [778, 303, 937, 343]
paragraph: 30.12.2025 (ಮಂಗಳವಾರ) ರಂದು ಅಂತಿಮ ಮತದಾರರ ಪಟ್ಟಿ ಪ್ರಕಟಿಸುವ ದಿನ. [8, 505, 198, 531]
lokayukta-text [8, 999, 288, 1128]
exservicemen-headline-2: ಕುಂದು ಕೊರತೆ ನಿವಾರಣೆ ಸಭೆ [639, 795, 909, 828]
byline: ಹೊಸಪೇಟೆ ಟೈಮ್ಸ್ ನ್ಯೂಸ್ [54, 157, 152, 170]
voters-col3-text [406, 154, 596, 425]
naxal-col1-text [304, 1150, 446, 1368]
exservicemen-col2-text [779, 850, 938, 1021]
exservicemen-columns [611, 832, 937, 1023]
paragraph: ಸಂಬಂಧಿಗಳು ಆಗ್ರಹಿಸಿದರು. ಅವರ ಮನವಿ ಆಲಿಸಿದ ಜಿಲ್ಲಾ ಪೊಲೀಸ್ ವರಿಷ್ಠಾಧಿಕಾರಿ ಡಾ. ಅವರು ನಿಷ್ಪಕ್ಷ ತನಿಖೆ ನಡೆಸಿ ಸತ್ಯಾಂಶ ಹೊರತರುವ ಭರವಸೆ ನೀಡಿದರು. [611, 677, 937, 703]
paragraph: ಸಭೆಯ ಅಧ್ಯಕ್ಷತೆಯನ್ನು ತಾಲೂಕಾ ಗ್ಯಾರಂಟಿ ಯೋಜನೆಗಳ ಅನುಷ್ಠಾನ ಸಮಿತಿ ಅಧ್ಯಕ್ಷರು ವಹಿಸಲಿದ್ದು, ಶಕ್ತಿ, ಗೃಹಜ್ಯೋತಿ, ಗೃಹಲಕ್ಷ್ಮಿ, ಅನ್ನಭಾಗ್ಯ ಹಾಗೂ ಯುವನಿಧಿ ಯೋಜನೆಗಳ ಪ್ರಗತಿ ಕುರಿತು ಪರಿಶೀಲನೆ ನಡೆಸಲಾಗುವುದು. [8, 1227, 288, 1267]
paragraph: ಅರ್ಜಿದಾರರು ನಮೂನೆ-19 ರ ಅರ್ಜಿಯೊಂದಿಗೆ ಬೋಧನಾ ವೃತ್ತಿಯ ದೃಢೀಕರಣ ಪತ್ರ, ಆಧಾರ್ ಕಾರ್ಡ್, ಛಾಯಾಚಿತ್ರ ಹಾಗೂ ವಿಳಾಸ ದಾಖಲೆಗಳನ್ನು ಲಗತ್ತಿಸಿ ಸಂಬಂಧಪಟ್ಟ ತಾಲೂಕಿನ ತಹಶೀಲ್ದಾರ್ ಕಚೇರಿಗೆ ಸಲ್ಲಿಸಬೇಕು ಎಂದು ಪ್ರಕಟಣೆಯಲ್ಲಿ ತಿಳಿಸಿದ್ದಾರೆ. [207, 558, 397, 625]
corpse-text [8, 791, 288, 948]
voters-col1-text [8, 172, 198, 734]
article-murder-allegation [611, 434, 937, 748]
lower-left-section [8, 746, 596, 1369]
onion-rest-columns [611, 1178, 937, 1266]
imprint-line-2: SACHIDANAND LANE , MAIN BAZAR , HOSAPETE , BALLARI , EDITOR K. M. REKHA. EMAIL : hospettimes@gmail.com, Mob No 94484 41484. [73, 1468, 872, 1481]
byline: ಹೊಸಪೇಟೆ ಟೈಮ್ಸ್ ನ್ಯೂಸ್ [99, 775, 197, 788]
